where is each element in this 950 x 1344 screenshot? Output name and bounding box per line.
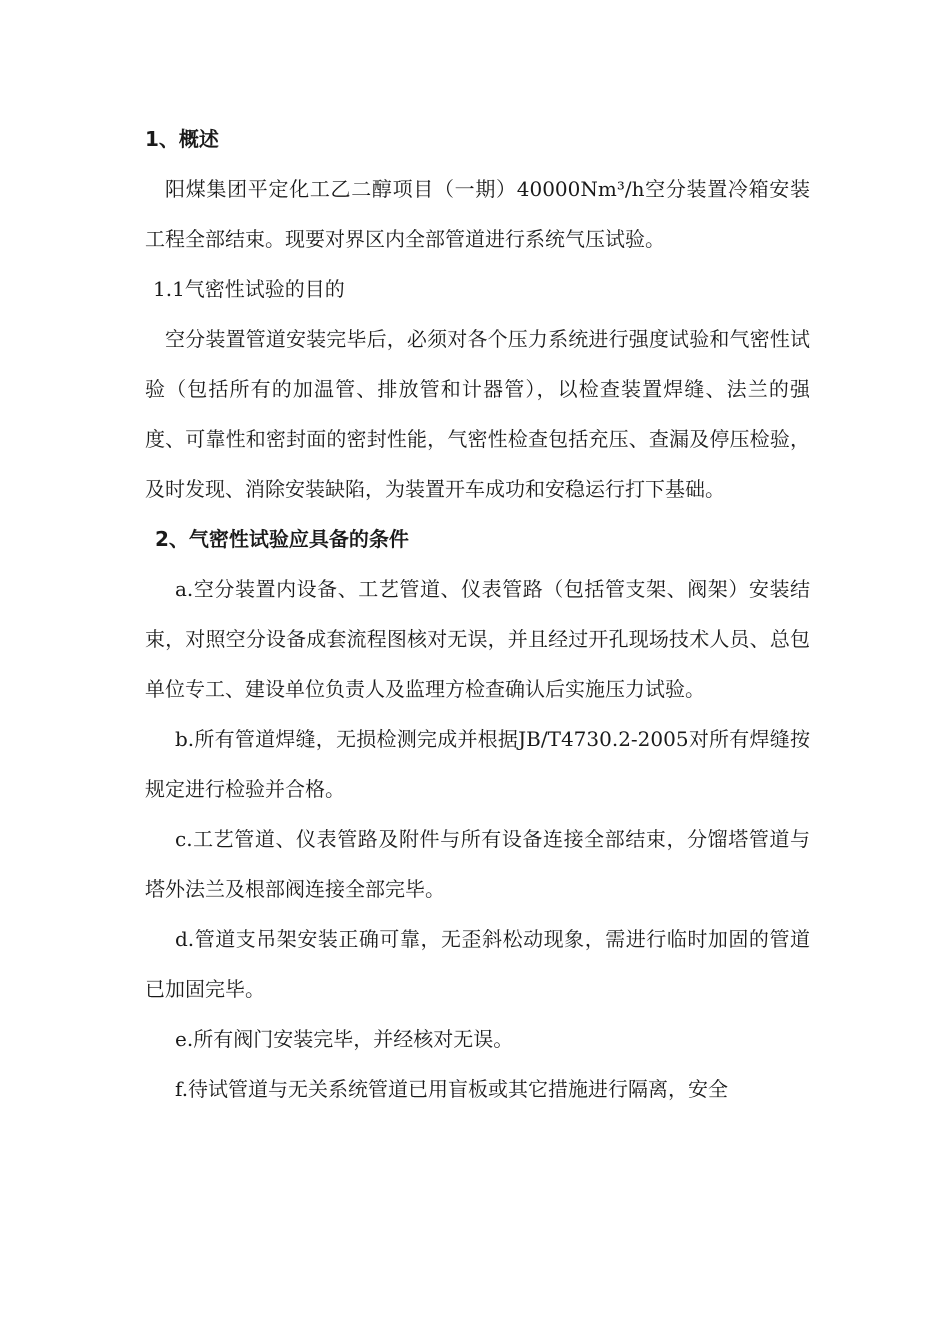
overview-paragraph: 阳煤集团平定化工乙二醇项目（一期）40000Nm³/h空分装置冷箱安装工程全部结束。现要对界区内全部管道进行系统气压试验。	[145, 177, 810, 251]
subsection-heading-purpose: 1.1气密性试验的目的	[153, 277, 345, 301]
section-heading-overview: 1、概述	[145, 127, 219, 151]
document-body	[145, 114, 810, 1114]
purpose-paragraph: 空分装置管道安装完毕后，必须对各个压力系统进行强度试验和气密性试验（包括所有的加温管、排放管和计器管），以检查装置焊缝、法兰的强度、可靠性和密封面的密封性能，气密性检查包括充压、查漏及停压检验，及时发现、消除安装缺陷，为装置开车成功和安稳运行打下基础。	[145, 327, 810, 501]
condition-item-e: e.所有阀门安装完毕，并经核对无误。	[175, 1027, 514, 1051]
condition-item-a: a.空分装置内设备、工艺管道、仪表管路（包括管支架、阀架）安装结束，对照空分设备成套流程图核对无误，并且经过开孔现场技术人员、总包单位专工、建设单位负责人及监理方检查确认后实施压力试验。	[145, 577, 810, 701]
condition-item-b: b.所有管道焊缝，无损检测完成并根据JB/T4730.2-2005对所有焊缝按规定进行检验并合格。	[145, 727, 810, 801]
condition-item-c: c.工艺管道、仪表管路及附件与所有设备连接全部结束，分馏塔管道与塔外法兰及根部阀连接全部完毕。	[145, 827, 810, 901]
condition-item-f: f.待试管道与无关系统管道已用盲板或其它措施进行隔离，安全	[175, 1077, 729, 1101]
condition-item-d: d.管道支吊架安装正确可靠，无歪斜松动现象，需进行临时加固的管道已加固完毕。	[145, 927, 810, 1001]
section-heading-conditions: 2、气密性试验应具备的条件	[155, 527, 409, 551]
